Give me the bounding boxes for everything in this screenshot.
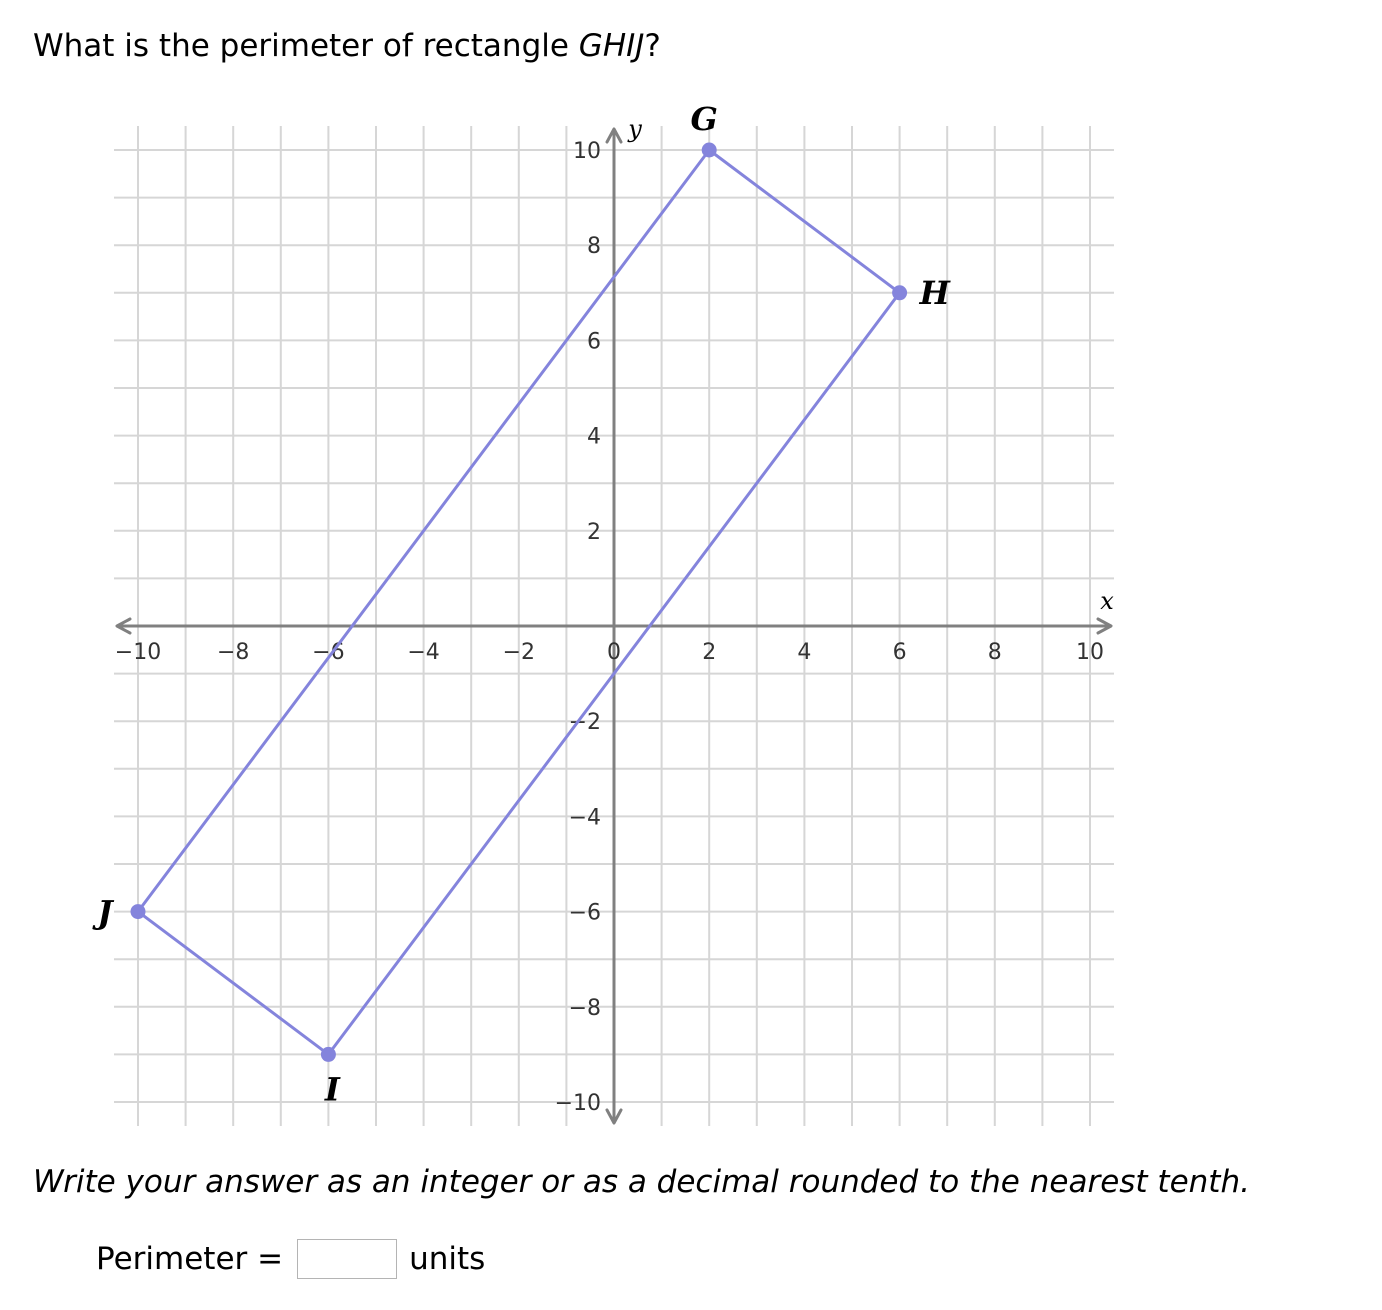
vertex-point-h [892, 285, 907, 300]
x-tick-label: 10 [1076, 640, 1104, 665]
y-tick-label: 6 [587, 329, 601, 355]
x-tick-label: −8 [216, 640, 250, 665]
y-tick-label: −10 [554, 1091, 601, 1116]
answer-row [96, 1236, 485, 1282]
x-tick-label: −2 [502, 640, 536, 665]
x-tick-label: −10 [114, 640, 162, 665]
x-tick-label: 4 [797, 640, 812, 665]
vertex-label-h: H [919, 273, 950, 312]
x-tick-label: 0 [607, 640, 621, 665]
y-tick-label: −6 [568, 900, 601, 926]
vertex-label-j: J [97, 893, 113, 932]
vertex-label-g: G [690, 100, 718, 138]
y-tick-label: −8 [568, 995, 601, 1021]
question-suffix: ? [644, 28, 661, 64]
perimeter-input[interactable] [297, 1239, 397, 1279]
units-label: units [409, 1241, 486, 1277]
y-tick-label: 8 [587, 234, 601, 260]
y-tick-label: 2 [587, 519, 601, 545]
y-tick-label: 4 [587, 424, 601, 450]
y-tick-label: 10 [573, 139, 601, 164]
y-tick-label: −2 [568, 710, 601, 736]
x-tick-label: 6 [892, 640, 907, 665]
x-tick-label: −6 [312, 640, 345, 665]
y-tick-label: −4 [568, 805, 601, 831]
x-axis-label: x [1100, 587, 1114, 615]
perimeter-label: Perimeter = [96, 1241, 284, 1277]
instruction-text: Write your answer as an integer or as a decimal rounded to the nearest tenth. [33, 1164, 1250, 1200]
x-tick-label: −4 [407, 640, 440, 665]
vertex-label-i: I [324, 1070, 340, 1109]
x-tick-label: 8 [987, 640, 1002, 665]
rectangle-name: GHIJ [578, 28, 645, 64]
x-tick-label: 2 [702, 640, 717, 665]
vertex-point-j [131, 904, 146, 919]
vertex-point-i [321, 1047, 336, 1062]
question-prefix: What is the perimeter of rectangle [33, 28, 579, 64]
y-axis-label: y [628, 115, 642, 143]
vertex-point-g [702, 143, 717, 158]
